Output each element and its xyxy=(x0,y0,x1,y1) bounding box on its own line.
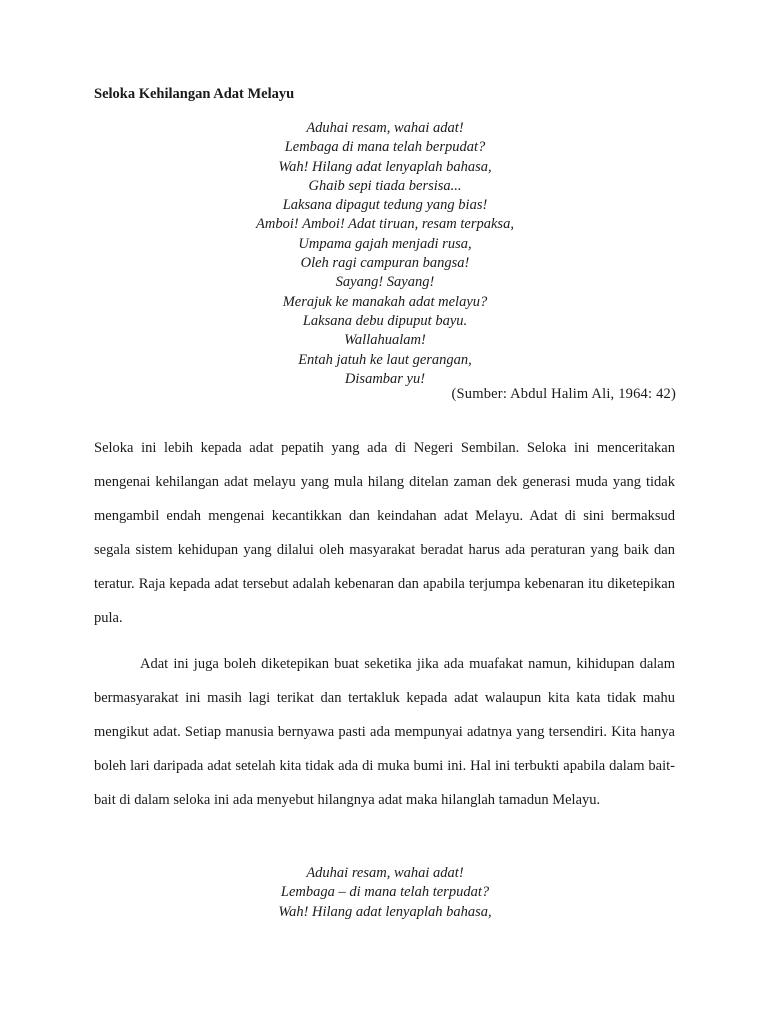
poem-line: Aduhai resam, wahai adat! xyxy=(306,865,464,881)
body-paragraph-2: Adat ini juga boleh diketepikan buat seketika jika ada muafakat namun, kihidupan dalam bermasyarakat ini masih lagi terikat dan tertakluk kepada adat walaupun kita kata tidak mahu mengikut adat. Setiap manusia bernyawa pasti ada mempunyai adatnya yang tersendiri. Kita hanya boleh lari daripada adat setelah kita tidak ada di muka bumi ini. Hal ini terbukti apabila dalam bait-bait di dalam seloka ini ada menyebut hilangnya adat maka hilanglah tamadun Melayu. xyxy=(94,656,675,808)
poem-line: Merajuk ke manakah adat melayu? xyxy=(282,293,488,310)
source-citation: (Sumber: Abdul Halim Ali, 1964: 42) xyxy=(451,386,676,402)
document-title: Seloka Kehilangan Adat Melayu xyxy=(94,86,295,102)
poem-line: Lembaga di mana telah berpudat? xyxy=(284,139,486,156)
poem-line: Lembaga – di mana telah terpudat? xyxy=(280,884,490,901)
poem-stanza-2 xyxy=(94,864,676,922)
poem-line: Laksana debu dipuput bayu. xyxy=(302,312,468,329)
poem-line: Wallahualam! xyxy=(344,332,426,349)
poem-line: Entah jatuh ke laut gerangan, xyxy=(298,351,472,368)
poem-line: Laksana dipagut tedung yang bias! xyxy=(282,197,488,214)
poem-line: Aduhai resam, wahai adat! xyxy=(306,120,464,136)
poem-stanza-1 xyxy=(94,119,676,389)
poem-line: Wah! Hilang adat lenyaplah bahasa, xyxy=(278,903,492,920)
body-paragraph-1: Seloka ini lebih kepada adat pepatih yang ada di Negeri Sembilan. Seloka ini menceritakan mengenai kehilangan adat melayu yang mula hilang ditelan zaman dek generasi muda yang tidak mengambil endah mengenai kecantikkan dan keindahan adat Melayu. Adat di sini bermaksud segala sistem kehidupan yang dilalui oleh masyarakat beradat harus ada peraturan yang baik dan teratur. Raja kepada adat tersebut adalah kebenaran dan apabila terjumpa kebenaran itu diketepikan pula. xyxy=(94,440,675,626)
poem-line: Umpama gajah menjadi rusa, xyxy=(298,235,472,252)
poem-line: Amboi! Amboi! Adat tiruan, resam terpaksa, xyxy=(256,216,514,233)
poem-line: Sayang! Sayang! xyxy=(335,274,435,291)
poem-line: Wah! Hilang adat lenyaplah bahasa, xyxy=(278,158,492,175)
poem-line: Oleh ragi campuran bangsa! xyxy=(300,255,470,272)
poem-line: Disambar yu! xyxy=(344,370,426,387)
poem-line: Ghaib sepi tiada bersisa... xyxy=(308,177,462,194)
